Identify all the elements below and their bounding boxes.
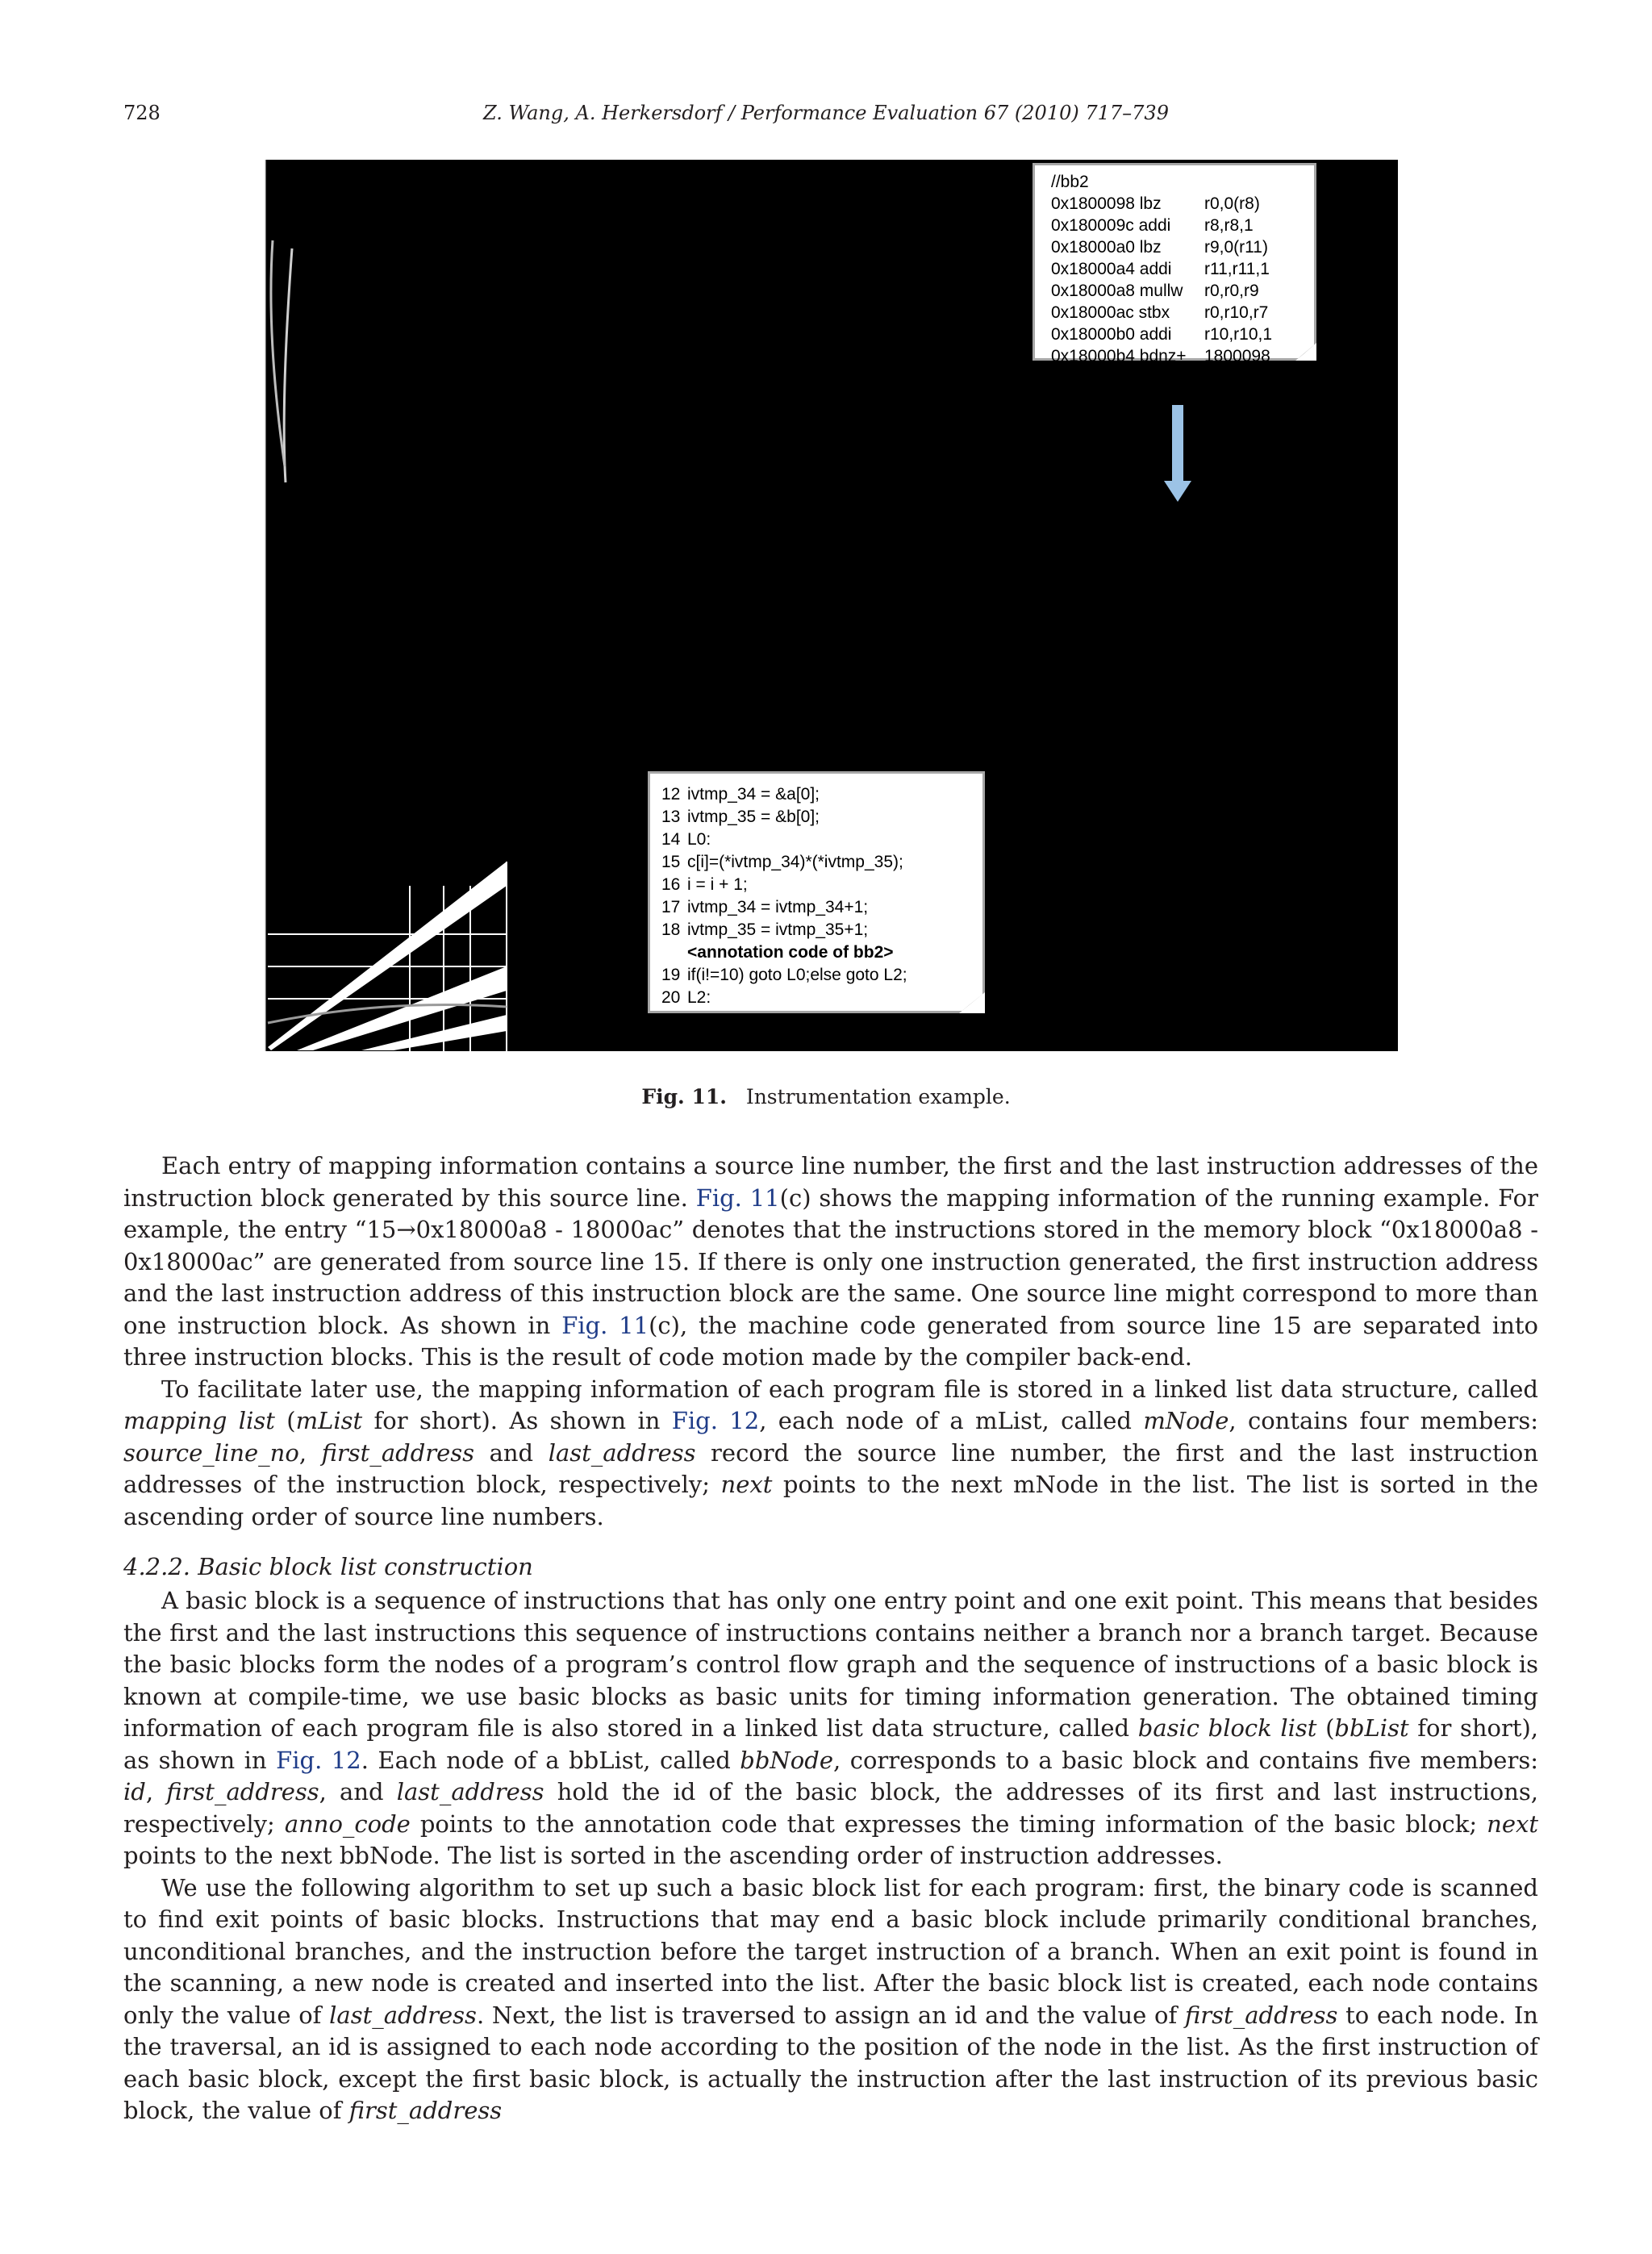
code-text: L2:: [687, 988, 711, 1007]
line-number: 20: [661, 988, 681, 1007]
term: mList: [295, 1407, 363, 1434]
source-line: [661, 829, 982, 851]
term: mNode: [1143, 1407, 1229, 1434]
line-number: 14: [661, 830, 681, 849]
line-number: 16: [661, 875, 681, 894]
source-line: [661, 919, 982, 941]
body-paragraphs-1: [123, 1150, 1538, 1533]
instruction: 0x18000a4 addi: [1051, 260, 1172, 278]
text: points to the next bbNode. The list is sorted in the ascending order of instruction addresses.: [123, 1842, 1223, 1869]
source-line: [661, 941, 982, 964]
caption-label: Fig. 11.: [641, 1085, 727, 1108]
instruction: //bb2: [1051, 173, 1089, 191]
assembly-line: [1051, 258, 1314, 280]
source-line: [661, 874, 982, 896]
instruction: 0x18000ac stbx: [1051, 303, 1170, 322]
line-number: 13: [661, 808, 681, 826]
text: . Each node of a bbList, called: [361, 1746, 740, 1774]
term: first_address: [1184, 2001, 1338, 2029]
term: last_address: [396, 1778, 544, 1805]
text: To facilitate later use, the mapping information of each program file is stored in a linked list data structure, called: [161, 1375, 1538, 1403]
source-line: [661, 851, 982, 874]
operands: r11,r11,1: [1204, 260, 1270, 278]
text: . Next, the list is traversed to assign an id and the value of: [476, 2001, 1185, 2029]
term: last_address: [329, 2001, 477, 2029]
text: (: [1316, 1714, 1335, 1742]
caption-text: Instrumentation example.: [745, 1085, 1011, 1108]
paragraph: [123, 1374, 1538, 1534]
text: ,: [145, 1778, 167, 1805]
figure-link[interactable]: Fig. 11: [695, 1183, 780, 1212]
body-paragraphs-2: [123, 1585, 1538, 2127]
paragraph: [123, 1872, 1538, 2127]
term: first_address: [166, 1778, 319, 1805]
instruction: 0x180009c addi: [1051, 216, 1171, 235]
text: for short), as shown in: [123, 1714, 1539, 1774]
figure-link[interactable]: Fig. 12: [671, 1407, 760, 1434]
source-line: [661, 783, 982, 806]
text: , and: [319, 1778, 397, 1805]
figure-link[interactable]: Fig. 11: [561, 1311, 649, 1339]
term: source_line_no: [123, 1438, 299, 1467]
source-lines: [661, 783, 982, 1009]
source-line: [661, 964, 982, 987]
section-heading: 4.2.2. Basic block list construction: [123, 1553, 533, 1580]
term: anno_code: [284, 1809, 411, 1838]
term: next: [1487, 1809, 1539, 1838]
source-line: [661, 987, 982, 1009]
code-text: if(i!=10) goto L0;else goto L2;: [687, 966, 907, 984]
term: mapping list: [123, 1407, 275, 1434]
figure-instrumentation-example: [265, 160, 1398, 1053]
operands: r0,r0,r9: [1204, 282, 1259, 300]
text: (c) shows the mapping information of the running example. For example, the entry “15→0x18000a8 - 18000ac” denotes that the instructions stored in the memory block “0x18000a8 - 0x18000ac” are generated from source line 15. If there is only one instruction generated, the first instruction address and the last instruction address of this instruction block are the same. One source line might correspond to more than one instruction block. As shown in: [123, 1183, 1538, 1339]
text: (: [274, 1407, 296, 1434]
line-number: 19: [661, 966, 681, 984]
text: record the source line number, the first and the last instruction addresses of the instruction block, respectively;: [123, 1438, 1539, 1498]
instruction: 0x18000a8 mullw: [1051, 282, 1183, 300]
text: , each node of a mList, called: [759, 1407, 1144, 1434]
text: We use the following algorithm to set up such a basic block list for each program: first, the binary code is scanned to find exit points of basic blocks. Instructions that may end a basic block include primarily conditional branches, unconditional branches, and the instruction before the target instruction of a branch. When an exit point is found in the scanning, a new node is created and inserted into the list. After the basic block list is created, each node contains only the value of: [123, 1873, 1538, 2029]
instruction: 0x18000b4 bdnz+: [1051, 347, 1187, 365]
assembly-line: [1051, 345, 1314, 367]
term: last_address: [548, 1438, 696, 1467]
assembly-line: [1051, 280, 1314, 302]
assembly-line: [1051, 171, 1314, 193]
operands: r8,r8,1: [1204, 216, 1254, 235]
code-text: ivtmp_34 = &a[0];: [687, 785, 820, 804]
term: id: [123, 1778, 146, 1805]
assembly-line: [1051, 323, 1314, 345]
text: hold the id of the basic block, the addresses of its first and last instructions, respectively;: [123, 1778, 1538, 1838]
term: bbNode: [740, 1746, 833, 1774]
paragraph: [123, 1150, 1538, 1374]
instruction: 0x1800098 lbz: [1051, 194, 1162, 213]
term: bbList: [1334, 1714, 1409, 1742]
text: for short). As shown in: [362, 1407, 672, 1434]
text: ,: [298, 1438, 322, 1467]
operands: r10,r10,1: [1204, 325, 1273, 344]
operands: r9,0(r11): [1204, 238, 1268, 257]
source-line: [661, 896, 982, 919]
source-code-box: [648, 771, 985, 1013]
term: first_address: [348, 2097, 503, 2124]
page-header: [123, 102, 1529, 129]
assembly-lines: [1051, 171, 1314, 367]
paragraph: [123, 1585, 1538, 1872]
assembly-code-box: [1032, 163, 1316, 365]
line-number: 12: [661, 785, 681, 804]
line-number: 15: [661, 853, 681, 871]
figure-caption: [0, 1085, 1652, 1108]
operands: r0,0(r8): [1204, 194, 1260, 213]
text: to each node. In the traversal, an id is assigned to each node according to the position of the node in the list. As the first instruction of each basic block, except the first basic block, is actually the instruction after the last instruction of its previous basic block, the value of: [123, 2001, 1538, 2124]
down-arrow-icon: [1164, 405, 1191, 502]
text: points to the next mNode in the list. The list is sorted in the ascending order of source line numbers.: [123, 1471, 1538, 1530]
line-number: 17: [661, 898, 681, 916]
code-text: i = i + 1;: [687, 875, 748, 894]
text: and: [474, 1438, 549, 1467]
assembly-line: [1051, 215, 1314, 236]
code-text: L0:: [687, 830, 711, 849]
code-text: <annotation code of bb2>: [687, 943, 894, 962]
text: A basic block is a sequence of instructions that has only one entry point and one exit point. This means that besides the first and the last instructions this sequence of instructions contains neither a branch nor a branch target. Because the basic blocks form the nodes of a program’s control flow graph and the sequence of instructions of a basic block is known at compile-time, we use basic blocks as basic units for timing information generation. The obtained timing information of each program file is also stored in a linked list data structure, called: [123, 1587, 1538, 1742]
operands: 1800098: [1204, 347, 1270, 365]
figure-link[interactable]: Fig. 12: [276, 1746, 361, 1774]
line-number: 18: [661, 920, 681, 939]
term: basic block list: [1137, 1714, 1317, 1742]
text: Each entry of mapping information contains a source line number, the first and the last instruction addresses of the instruction block generated by this source line.: [123, 1152, 1538, 1212]
operands: r0,r10,r7: [1204, 303, 1269, 322]
instruction: 0x18000a0 lbz: [1051, 238, 1162, 257]
assembly-line: [1051, 193, 1314, 215]
instruction: 0x18000b0 addi: [1051, 325, 1172, 344]
text: , contains four members:: [1229, 1407, 1538, 1434]
assembly-line: [1051, 236, 1314, 258]
text: points to the annotation code that expresses the timing information of the basic block;: [410, 1809, 1487, 1838]
term: next: [720, 1471, 773, 1498]
code-text: ivtmp_35 = &b[0];: [687, 808, 820, 826]
running-head: Z. Wang, A. Herkersdorf / Performance Evaluation 67 (2010) 717–739: [483, 102, 1169, 124]
text: , corresponds to a basic block and contains five members:: [833, 1746, 1538, 1774]
text: (c), the machine code generated from source line 15 are separated into three instruction blocks. This is the result of code motion made by the compiler back-end.: [123, 1311, 1538, 1371]
source-line: [661, 806, 982, 829]
term: first_address: [321, 1438, 475, 1467]
code-text: c[i]=(*ivtmp_34)*(*ivtmp_35);: [687, 853, 903, 871]
code-text: ivtmp_34 = ivtmp_34+1;: [687, 898, 869, 916]
code-text: ivtmp_35 = ivtmp_35+1;: [687, 920, 869, 939]
page-number: 728: [123, 102, 161, 124]
assembly-line: [1051, 302, 1314, 323]
